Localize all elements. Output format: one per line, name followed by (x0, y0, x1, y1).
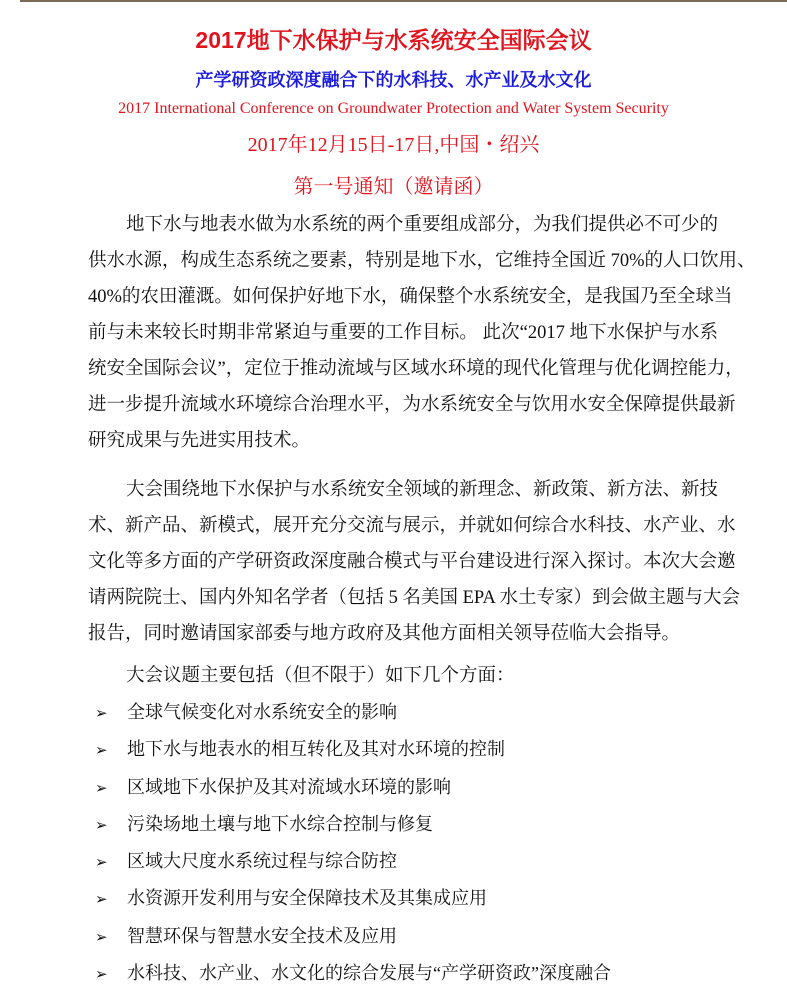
arrow-bullet-icon: ➢ (95, 704, 108, 722)
notice-heading: 第一号通知（邀请函） (293, 176, 494, 198)
conference-subtitle: 产学研资政深度融合下的水科技、水产业及水文化 (195, 70, 592, 90)
topic-text: 智慧环保与智慧水安全技术及应用 (127, 925, 397, 946)
topic-text: 区域大尺度水系统过程与综合防控 (127, 851, 397, 872)
date-place: 2017年12月15日-17日,中国・绍兴 (247, 134, 540, 156)
text-line: 请两院院士、国内外知名学者（包括 5 名美国 EPA 水土专家）到会做主题与大会 (88, 588, 740, 608)
text-line: 进一步提升流域水环境综合治理水平，为水系统安全与饮用水安全保障提供最新 (88, 395, 736, 415)
topic-item (95, 921, 611, 958)
arrow-bullet-icon: ➢ (95, 927, 108, 946)
text-line: 报告，同时邀请国家部委与地方政府及其他方面相关领导莅临大会指导。 (88, 624, 681, 644)
topic-item (95, 697, 611, 734)
topic-text: 地下水与地表水的相互转化及其对水环境的控制 (127, 739, 505, 760)
arrow-bullet-icon: ➢ (95, 741, 108, 760)
topics-list (95, 697, 611, 995)
topic-item (95, 809, 611, 846)
arrow-bullet-icon: ➢ (95, 890, 108, 909)
arrow-bullet-icon: ➢ (95, 815, 108, 834)
text-line: 大会议题主要包括（但不限于）如下几个方面： (126, 666, 515, 686)
arrow-bullet-icon: ➢ (95, 853, 108, 872)
text-line: 供水水源，构成生态系统之要素，特别是地下水，它维持全国近 70%的人口饮用、 (88, 251, 756, 271)
topic-item (95, 958, 611, 995)
text-line: 文化等多方面的产学研资政深度融合模式与平台建设进行深入探讨。本次大会邀 (88, 552, 736, 572)
paragraph-intro (88, 207, 756, 459)
text-line: 术、新产品、新模式，展开充分交流与展示，并就如何综合水科技、水产业、水 (88, 516, 736, 536)
topic-item (95, 846, 611, 883)
topic-text: 区域地下水保护及其对流域水环境的影响 (127, 776, 451, 797)
topic-text: 全球气候变化对水系统安全的影响 (127, 702, 397, 722)
text-line: 统安全国际会议”，定位于推动流域与区域水环境的现代化管理与优化调控能力， (88, 359, 744, 379)
arrow-bullet-icon: ➢ (95, 778, 108, 797)
arrow-bullet-icon: ➢ (95, 965, 108, 984)
english-title: 2017 International Conference on Groundwater Protection and Water System Security (118, 100, 669, 117)
topic-item (95, 734, 611, 771)
top-rule (20, 0, 787, 2)
topic-item (95, 772, 611, 809)
text-line: 40%的农田灌溉。如何保护好地下水，确保整个水系统安全，是我国乃至全球当 (88, 287, 733, 307)
conference-title: 2017地下水保护与水系统安全国际会议 (195, 27, 592, 53)
topic-text: 污染场地土壤与地下水综合控制与修复 (127, 813, 433, 834)
topic-text: 水科技、水产业、水文化的综合发展与“产学研资政”深度融合 (127, 963, 611, 984)
text-line: 研究成果与先进实用技术。 (88, 431, 311, 451)
paragraph-scope (88, 472, 740, 652)
paragraph-topics-intro (88, 658, 718, 694)
text-line: 地下水与地表水做为水系统的两个重要组成部分，为我们提供必不可少的 (126, 215, 719, 235)
topic-item (95, 883, 611, 920)
text-line: 前与未来较长时期非常紧迫与重要的工作目标。 此次“2017 地下水保护与水系 (88, 323, 718, 343)
text-line: 大会围绕地下水保护与水系统安全领域的新理念、新政策、新方法、新技 (126, 480, 719, 500)
topic-text: 水资源开发利用与安全保障技术及其集成应用 (127, 888, 487, 909)
